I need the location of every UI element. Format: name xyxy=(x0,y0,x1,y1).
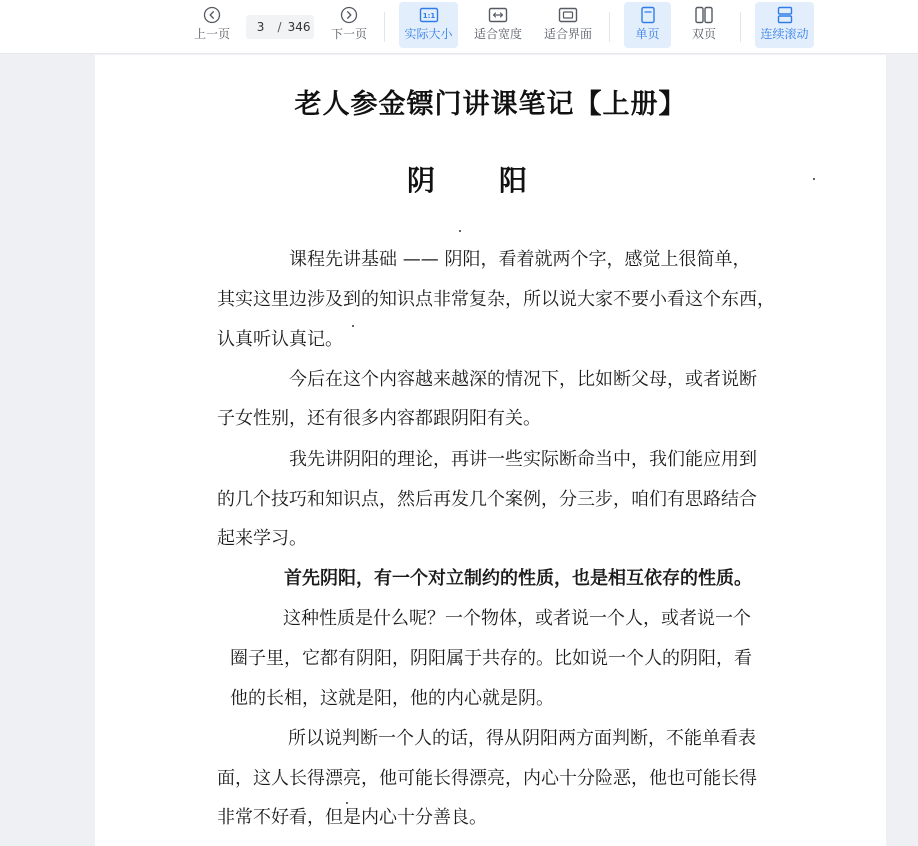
paragraph-line: 这种性质是什么呢？一个物体，或者说一个人，或者说一个 xyxy=(283,608,751,629)
fit-screen-button[interactable] xyxy=(540,2,596,48)
page-indicator xyxy=(246,15,314,39)
toolbar-divider xyxy=(609,12,610,42)
scan-speck xyxy=(459,230,461,232)
paragraph-line: 面，这人长得漂亮，他可能长得漂亮，内心十分险恶，他也可能长得 xyxy=(217,768,757,789)
toolbar-divider xyxy=(740,12,741,42)
prev-page-label: 上一页 xyxy=(193,27,230,41)
actual-size-button[interactable] xyxy=(399,2,458,48)
current-page-input[interactable] xyxy=(250,20,272,34)
double-page-label: 双页 xyxy=(691,27,716,41)
fit-screen-label: 适合界面 xyxy=(543,27,592,41)
next-page-button[interactable] xyxy=(327,2,371,48)
single-page-icon xyxy=(639,6,657,24)
paragraph-line: 的几个技巧和知识点，然后再发几个案例，分三步，咱们有思路结合 xyxy=(217,489,757,510)
paragraph-line: 圈子里，它都有阴阳，阴阳属于共存的。比如说一个人的阴阳，看 xyxy=(230,648,752,669)
paragraph-line: 今后在这个内容越来越深的情况下，比如断父母，或者说断 xyxy=(289,369,757,390)
fit-width-label: 适合宽度 xyxy=(473,27,522,41)
actual-size-label: 实际大小 xyxy=(404,27,453,41)
paragraph-line: 其实这里边涉及到的知识点非常复杂，所以说大家不要小看这个东西， xyxy=(217,289,775,310)
prev-page-button[interactable] xyxy=(190,2,234,48)
fit-width-icon xyxy=(488,6,508,24)
paragraph-line: 起来学习。 xyxy=(217,528,307,549)
total-pages: 346 xyxy=(287,20,311,34)
actual-size-icon-text: 1:1 xyxy=(422,12,435,21)
scan-speck xyxy=(813,178,815,180)
double-page-icon xyxy=(694,6,714,24)
scan-speck xyxy=(346,802,348,804)
fit-width-button[interactable] xyxy=(470,2,526,48)
continuous-scroll-button[interactable] xyxy=(755,2,814,48)
toolbar-divider xyxy=(384,12,385,42)
chapter-title-yin: 阴 xyxy=(407,164,436,197)
paragraph-line: 课程先讲基础 —— 阴阳，看着就两个字，感觉上很简单， xyxy=(289,249,751,270)
single-page-button[interactable] xyxy=(624,2,671,48)
fit-screen-icon xyxy=(558,6,578,24)
single-page-label: 单页 xyxy=(635,27,660,41)
paragraph-line: 所以说判断一个人的话，得从阴阳两方面判断，不能单看表 xyxy=(288,728,756,749)
double-page-button[interactable] xyxy=(682,2,726,48)
scan-speck xyxy=(352,325,354,327)
paragraph-line: 我先讲阴阳的理论，再讲一些实际断命当中，我们能应用到 xyxy=(289,449,757,470)
next-page-label: 下一页 xyxy=(330,27,367,41)
continuous-scroll-icon xyxy=(776,6,794,24)
paragraph-line: 子女性别，还有很多内容都跟阴阳有关。 xyxy=(217,408,541,429)
paragraph-line: 认真听认真记。 xyxy=(217,329,343,350)
continuous-scroll-label: 连续滚动 xyxy=(760,27,809,41)
chevron-right-circle-icon xyxy=(340,6,358,24)
document-page xyxy=(95,55,886,846)
document-title: 老人参金镖门讲课笔记【上册】 xyxy=(294,89,687,120)
paragraph-line: 非常不好看，但是内心十分善良。 xyxy=(217,807,487,828)
viewer-toolbar xyxy=(0,0,918,54)
paragraph-line-bold: 首先阴阳，有一个对立制约的性质，也是相互依存的性质。 xyxy=(284,568,752,589)
paragraph-line: 他的长相，这就是阳，他的内心就是阴。 xyxy=(230,688,554,709)
actual-size-icon xyxy=(419,6,439,24)
chapter-title-yang: 阳 xyxy=(499,164,528,197)
chevron-left-circle-icon xyxy=(203,6,221,24)
page-separator: / xyxy=(277,20,282,34)
